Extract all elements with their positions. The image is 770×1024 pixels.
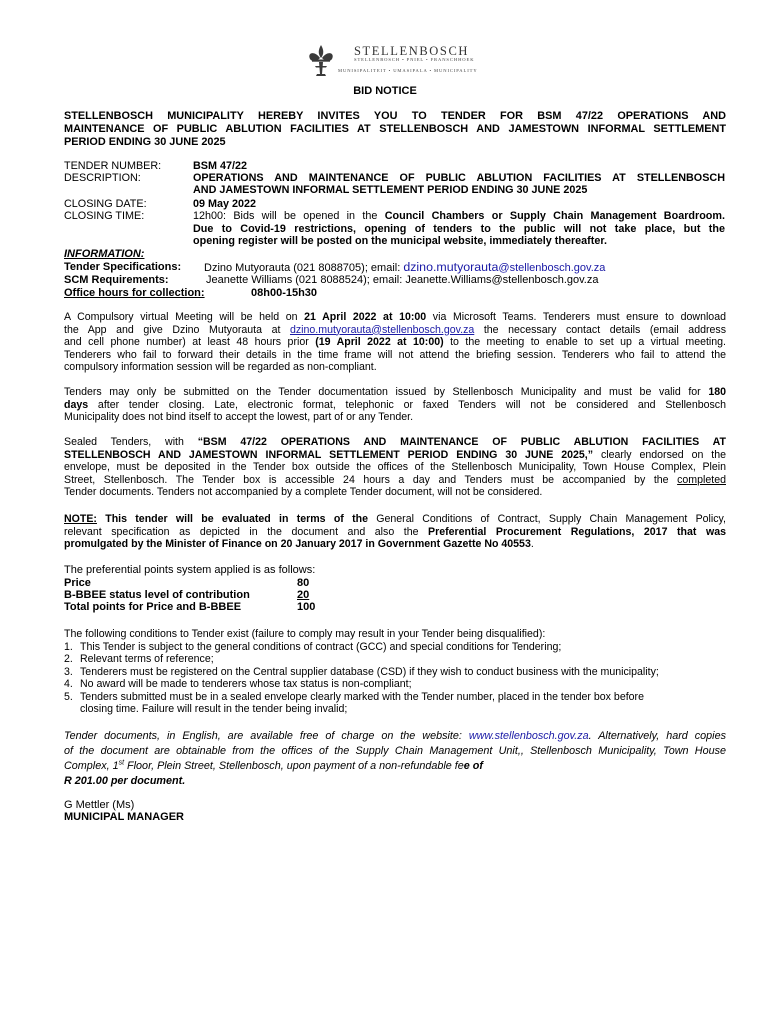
- meeting-line-2a: the App and give Dzino Mutyorauta at: [64, 323, 290, 336]
- meeting-line-5: compulsory information session will be regarded as non-compliant.: [64, 361, 377, 374]
- meeting-line-2: [64, 324, 726, 337]
- headline-text-1: STELLENBOSCH MUNICIPALITY HEREBY INVITES YOU TO TENDER FOR BSM 47/22 OPERATIONS AND: [64, 110, 726, 122]
- sealed-line-1b: “BSM 47/22 OPERATIONS AND MAINTENANCE OF PUBLIC ABLUTION FACILITIES AT: [197, 436, 726, 448]
- closing-time-bold: Council Chambers or Supply Chain Management Boardroom.: [384, 210, 725, 222]
- documents-paragraph: [64, 729, 726, 789]
- meeting-line-2c: the necessary contact details (email address: [474, 323, 726, 336]
- note-paragraph: [64, 513, 726, 551]
- closing-time-prefix: 12h00: Bids will be opened in the: [193, 210, 385, 222]
- logo-subtitle-towns: STELLENBOSCH • PNIEL • FRANSCHHOEK: [354, 57, 475, 62]
- meeting-line-4: Tenderers who fail to forward their details in the time frame will not attend the briefing session. Tenderers who fail to attend the: [64, 348, 726, 361]
- closing-time-label: CLOSING TIME:: [64, 210, 145, 222]
- meeting-paragraph: [64, 311, 726, 374]
- note-line-1: [64, 513, 726, 526]
- closing-time-line-2: [193, 223, 725, 236]
- spec-contact: [204, 261, 605, 275]
- validity-days-number: 180: [708, 386, 726, 398]
- information-heading: INFORMATION:: [64, 248, 145, 260]
- condition-number: 4.: [64, 678, 73, 691]
- sealed-line-2a: STELLENBOSCH AND JAMESTOWN INFORMAL SETTLEMENT PERIOD ENDING 30 JUNE 2025,”: [64, 448, 594, 461]
- sealed-line-2: [64, 449, 726, 462]
- documents-line-1c: . Alternatively, hard copies: [588, 730, 726, 742]
- sealed-line-3: envelope, must be deposited in the Tender box outside the offices of the Stellenbosch Municipality, Town House Complex, Plein: [64, 461, 726, 474]
- condition-text: closing time. Failure will result in the tender being invalid;: [80, 703, 348, 716]
- website-link[interactable]: www.stellenbosch.gov.za: [468, 730, 589, 742]
- meeting-line-3c: to the meeting to enable to set up a virtual meeting.: [443, 336, 727, 349]
- meeting-line-1: [64, 311, 726, 324]
- condition-item: [64, 703, 729, 715]
- headline-line-1: [64, 110, 726, 123]
- condition-text: This Tender is subject to the general conditions of contract (GCC) and special conditions for Tendering;: [80, 641, 562, 653]
- note-label: NOTE:: [64, 513, 97, 525]
- points-intro: The preferential points system applied is as follows:: [64, 564, 316, 576]
- spec-email-user-link[interactable]: dzino.mutyorauta: [403, 260, 499, 274]
- note-line-1c: General Conditions of Contract, Supply Chain Management Policy,: [376, 513, 726, 525]
- description-text-1: OPERATIONS AND MAINTENANCE OF PUBLIC ABLUTION FACILITIES AT STELLENBOSCH: [193, 172, 725, 184]
- validity-line-1: [64, 386, 726, 399]
- office-hours-label: Office hours for collection:: [64, 287, 205, 299]
- sealed-completed: completed: [677, 473, 726, 486]
- description-label: DESCRIPTION:: [64, 172, 141, 184]
- logo-subtitle-languages: MUNISIPALITEIT • UMASIPALA • MUNICIPALITY: [338, 68, 478, 73]
- note-line-1b: This tender will be evaluated in terms of the: [96, 513, 377, 525]
- closing-time-line-1: [193, 210, 725, 223]
- condition-text: Relevant terms of reference;: [80, 653, 214, 666]
- sealed-line-4: [64, 474, 726, 487]
- closing-date-label: CLOSING DATE:: [64, 198, 147, 210]
- sealed-line-1a: Sealed Tenders, with: [64, 436, 198, 448]
- note-line-3b: .: [530, 538, 534, 551]
- municipality-logo: [306, 44, 496, 76]
- validity-paragraph: [64, 386, 726, 424]
- documents-line-3a: Complex, 1: [64, 760, 119, 772]
- sealed-line-1: [64, 436, 726, 449]
- points-bbbee-value: 20: [297, 589, 310, 601]
- points-total-label: Total points for Price and B-BBEE: [64, 601, 242, 613]
- condition-item: [64, 666, 729, 678]
- condition-number: 2.: [64, 653, 73, 666]
- sealed-line-4a: Street, Stellenbosch. The Tender box is accessible 24 hours a day and Tenders must be accompanied by the: [64, 473, 678, 486]
- headline-text-2: MAINTENANCE OF PUBLIC ABLUTION FACILITIES AT STELLENBOSCH AND JAMESTOWN INFORMAL SETTLEMENT: [64, 123, 726, 135]
- meeting-email-link[interactable]: dzino.mutyorauta@stellenbosch.gov.za: [289, 323, 475, 336]
- closing-time-text-2: Due to Covid-19 restrictions, opening of tenders to the public will not take place, but the: [193, 223, 725, 235]
- condition-text: No award will be made to tenderers whose tax status is non-compliant;: [80, 678, 412, 691]
- points-price-label: Price: [64, 577, 91, 589]
- signatory-title: MUNICIPAL MANAGER: [64, 811, 184, 823]
- condition-item: [64, 641, 729, 653]
- meeting-line-1c: via Microsoft Teams. Tenderers must ensure to download: [426, 311, 726, 323]
- condition-number: 3.: [64, 665, 73, 678]
- conditions-intro: The following conditions to Tender exist (failure to comply may result in your Tender being disqualified):: [64, 628, 546, 640]
- scm-label: SCM Requirements:: [64, 274, 169, 286]
- condition-number: 1.: [64, 641, 73, 653]
- note-line-3a: promulgated by the Minister of Finance on 20 January 2017 in Government Gazette No 40553: [64, 538, 531, 551]
- note-line-2b: Preferential Procurement Regulations, 2017 that was: [428, 525, 726, 538]
- documents-line-3b: Floor, Plein Street, Stellenbosch, upon payment of a non-refundable fe: [124, 760, 464, 772]
- signatory-name: G Mettler (Ms): [64, 799, 135, 811]
- points-bbbee-label: B-BBEE status level of contribution: [64, 589, 250, 601]
- documents-fee: R 201.00 per document.: [64, 775, 186, 787]
- office-hours-value: 08h00-15h30: [251, 287, 318, 299]
- documents-line-2: of the document are obtainable from the offices of the Supply Chain Management Unit,, Stellenbosch Municipality, Town House: [64, 745, 726, 757]
- condition-text: Tenderers must be registered on the Central supplier database (CSD) if they wish to conduct business with the municipality;: [80, 665, 659, 678]
- documents-line-3c: e of: [463, 760, 483, 772]
- validity-line-2b: after tender closing. Late, electronic format, telephonic or faxed Tenders will not be considered and Stellenbosch: [88, 398, 726, 411]
- meeting-line-1a: A Compulsory virtual Meeting will be held on: [64, 311, 305, 323]
- closing-time-line-3: opening register will be posted on the municipal website, immediately thereafter.: [193, 235, 607, 247]
- spec-contact-text: Dzino Mutyorauta (021 8088705); email:: [204, 262, 404, 274]
- logo-wordmark: STELLENBOSCH: [354, 44, 470, 58]
- conditions-list: [64, 641, 729, 715]
- fleur-de-lis-icon: [306, 44, 336, 76]
- tender-number-value: BSM 47/22: [193, 160, 248, 172]
- documents-superscript: st: [118, 759, 125, 767]
- meeting-line-3: [64, 336, 726, 349]
- closing-time-text-1: [193, 210, 725, 223]
- headline-line-2: [64, 123, 726, 136]
- validity-line-2: [64, 399, 726, 412]
- scm-contact: Jeanette Williams (021 8088524); email: Jeanette.Williams@stellenbosch.gov.za: [206, 274, 599, 286]
- documents-line-1a: Tender documents, in English, are available free of charge on the website:: [64, 730, 469, 742]
- meeting-date: 21 April 2022 at 10:00: [304, 311, 427, 323]
- notice-title: BID NOTICE: [353, 85, 417, 97]
- sealed-line-2b: clearly endorsed on the: [593, 448, 727, 461]
- condition-item: [64, 691, 729, 703]
- points-total-value: 100: [297, 601, 316, 613]
- description-value-2: AND JAMESTOWN INFORMAL SETTLEMENT PERIOD ENDING 30 JUNE 2025: [193, 184, 588, 196]
- spec-email-domain-link[interactable]: @stellenbosch.gov.za: [498, 262, 606, 274]
- note-line-3: [64, 538, 726, 551]
- condition-number: 5.: [64, 690, 73, 703]
- note-line-2a: relevant specification as depicted in the document and also the: [64, 525, 429, 538]
- meeting-deadline: (19 April 2022 at 10:00): [315, 336, 444, 349]
- validity-line-3: Municipality does not bind itself to accept the lowest, part of or any Tender.: [64, 411, 414, 424]
- note-line-2: [64, 526, 726, 539]
- spec-label: Tender Specifications:: [64, 261, 182, 273]
- tender-number-label: TENDER NUMBER:: [64, 160, 162, 172]
- points-price-value: 80: [297, 577, 310, 589]
- documents-line-3: [64, 759, 726, 774]
- sealed-line-5: Tender documents. Tenders not accompanied by a complete Tender document, will not be considered.: [64, 486, 543, 499]
- documents-line-1: [64, 729, 726, 744]
- condition-text: Tenders submitted must be in a sealed envelope clearly marked with the Tender number, placed in the tender box before: [80, 690, 644, 703]
- closing-date-value: 09 May 2022: [193, 198, 257, 210]
- sealed-paragraph: [64, 436, 726, 499]
- validity-days-word: days: [64, 398, 89, 411]
- headline-line-3: PERIOD ENDING 30 JUNE 2025: [64, 136, 226, 148]
- condition-item: [64, 678, 729, 690]
- description-value-1: [193, 172, 725, 185]
- validity-line-1a: Tenders may only be submitted on the Tender documentation issued by Stellenbosch Municipality and must be valid for: [64, 386, 709, 398]
- condition-item: [64, 653, 729, 665]
- meeting-line-3a: and cell phone number) at least 48 hours prior: [64, 336, 316, 349]
